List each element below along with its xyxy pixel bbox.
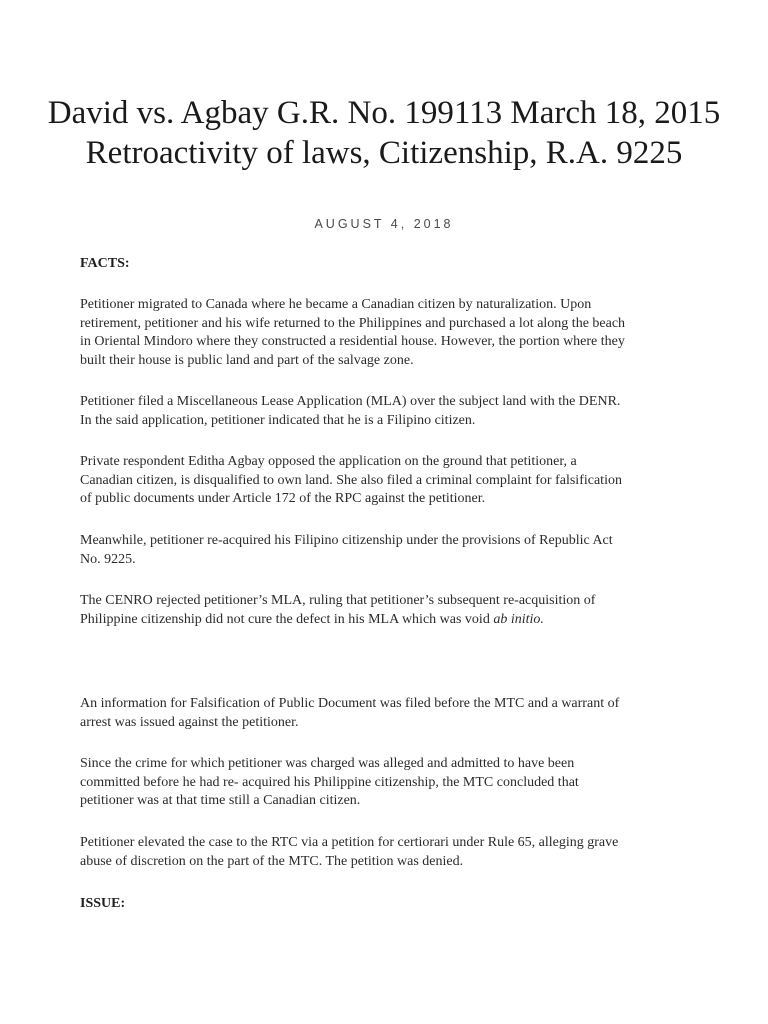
paragraph-6: An information for Falsification of Public Document was filed before the MTC and a warrant of arrest was issued against the petitioner. [80,696,620,730]
paragraph-5 [80,592,705,629]
facts-heading: FACTS: [80,256,130,271]
italic-phrase: ab initio. [493,611,544,627]
paragraph-4: Meanwhile, petitioner re-acquired his Filipino citizenship under the provisions of Republic Act No. 9225. [80,533,613,567]
paragraph-1: Petitioner migrated to Canada where he became a Canadian citizen by naturalization. Upon retirement, petitioner and his wife returned to the Philippines and purchased a lot along the beach in Oriental Mindoro where they constructed a residential house. However, the portion where they built their house is public land and part of the salvage zone. [80,297,626,368]
post-date: AUGUST 4, 2018 [314,217,454,231]
paragraph-2: Petitioner filed a Miscellaneous Lease Application (MLA) over the subject land with the DENR. In the said application, petitioner indicated that he is a Filipino citizen. [80,394,621,428]
paragraph-8: Petitioner elevated the case to the RTC via a petition for certiorari under Rule 65, alleging grave abuse of discretion on the part of the MTC. The petition was denied. [80,835,619,869]
document-title: David vs. Agbay G.R. No. 199113 March 18, 2015 Retroactivity of laws, Citizenship, R.A. 9225 [47,95,721,171]
paragraph-3: Private respondent Editha Agbay opposed the application on the ground that petitioner, a Canadian citizen, is disqualified to own land. She also filed a criminal complaint for falsification of public documents under Article 172 of the RPC against the petitioner. [80,454,622,506]
issue-heading: ISSUE: [80,896,126,911]
paragraph-7: Since the crime for which petitioner was charged was alleged and admitted to have been committed before he had re- acquired his Philippine citizenship, the MTC concluded that petitioner was at that time still a Canadian citizen. [80,756,579,808]
paragraph-5-text: The CENRO rejected petitioner’s MLA, ruling that petitioner’s subsequent re-acquisition of Philippine citizenship did not cure the defect in his MLA which was void [80,593,596,627]
